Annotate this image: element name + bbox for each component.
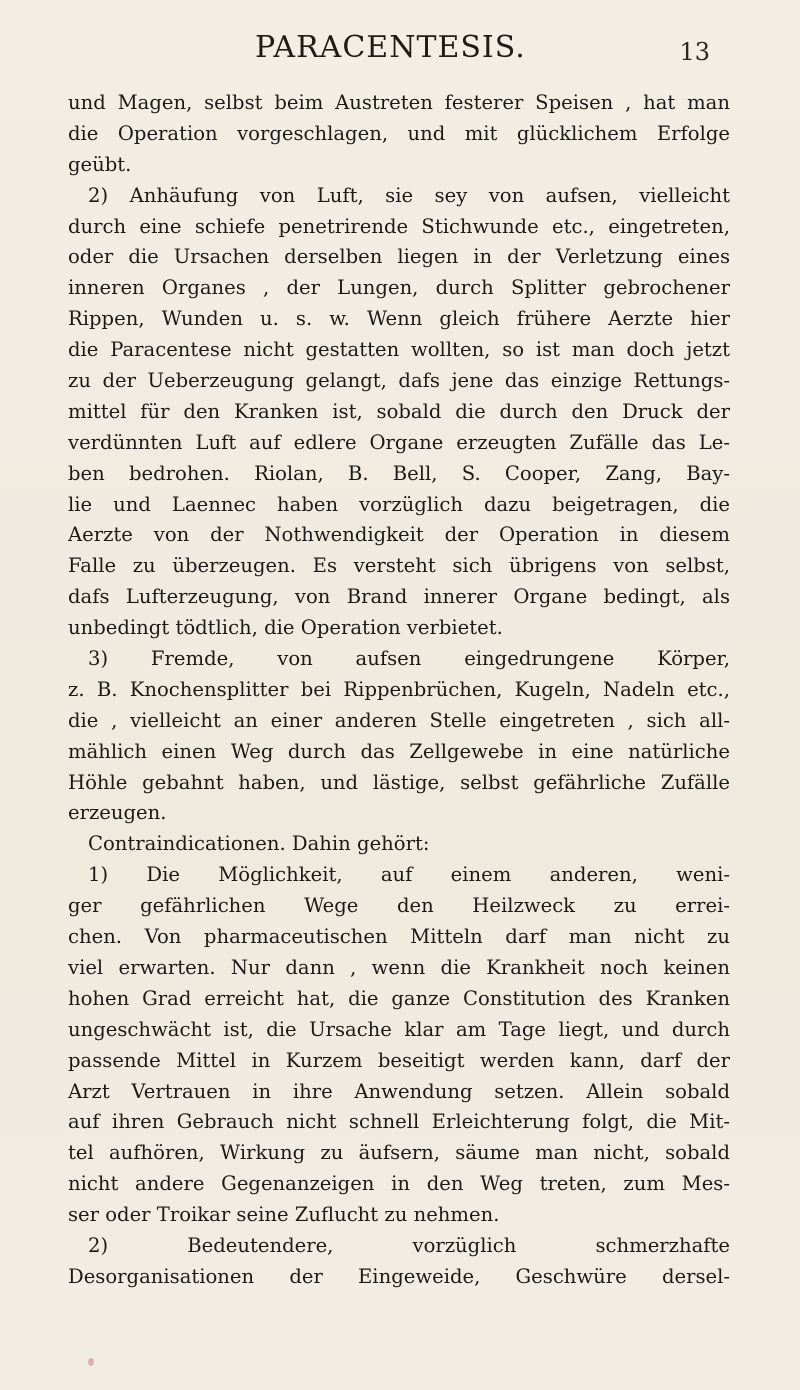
text-line: ger gefährlichen Wege den Heilzweck zu errei- (68, 894, 730, 918)
text-line: und Magen, selbst beim Austreten festerer Speisen , hat man (68, 91, 730, 114)
text-line: Rippen, Wunden u. s. w. Wenn gleich frühere Aerzte hier (68, 307, 730, 331)
text-line: viel erwarten. Nur dann , wenn die Krankheit noch keinen (68, 955, 730, 979)
text-line: die Paracentese nicht gestatten wollten, so ist man doch jetzt (68, 338, 730, 362)
text-line: oder die Ursachen derselben liegen in der Verletzung eines (68, 245, 730, 269)
body-text (68, 88, 730, 1293)
page-number: 13 (679, 38, 710, 66)
text-line: Desorganisationen der Eingeweide, Geschwüre dersel- (68, 1264, 730, 1288)
text-line: lie und Laennec haben vorzüglich dazu beigetragen, die (68, 492, 730, 516)
text-line: auf ihren Gebrauch nicht schnell Erleichterung folgt, die Mit- (68, 1110, 730, 1134)
text-line: nicht andere Gegenanzeigen in den Weg treten, zum Mes- (68, 1172, 730, 1196)
section-heading: Contraindicationen. Dahin gehört: (88, 832, 430, 856)
running-title: PARACENTESIS. (255, 30, 526, 65)
text-line: zu der Ueberzeugung gelangt, dafs jene das einzige Rettungs- (68, 369, 730, 393)
text-line: Falle zu überzeugen. Es versteht sich übrigens von selbst, (68, 554, 730, 578)
text-line: Höhle gebahnt haben, und lästige, selbst gefährliche Zufälle (68, 770, 730, 794)
running-head (0, 30, 800, 70)
text-line: die Operation vorgeschlagen, und mit glücklichem Erfolge (68, 121, 730, 145)
text-line: die , vielleicht an einer anderen Stelle eingetreten , sich all- (68, 708, 730, 732)
text-line: ben bedrohen. Riolan, B. Bell, S. Cooper, Zang, Bay- (68, 461, 730, 485)
text-line: z. B. Knochensplitter bei Rippenbrüchen, Kugeln, Nadeln etc., (68, 677, 730, 701)
text-line: passende Mittel in Kurzem beseitigt werden kann, darf der (68, 1048, 730, 1072)
text-line: 2) Bedeutendere, vorzüglich schmerzhafte (88, 1233, 730, 1257)
text-line: Arzt Vertrauen in ihre Anwendung setzen. Allein sobald (68, 1079, 730, 1103)
text-line: mählich einen Weg durch das Zellgewebe in eine natürliche (68, 739, 730, 763)
text-line: 2) Anhäufung von Luft, sie sey von aufsen, vielleicht (88, 183, 730, 207)
text-line: verdünnten Luft auf edlere Organe erzeugten Zufälle das Le- (68, 430, 730, 454)
text-line: mittel für den Kranken ist, sobald die durch den Druck der (68, 399, 730, 423)
text-line: hohen Grad erreicht hat, die ganze Constitution des Kranken (68, 986, 730, 1010)
text-line: tel aufhören, Wirkung zu äufsern, säume man nicht, sobald (68, 1141, 730, 1165)
text-line: Aerzte von der Nothwendigkeit der Operation in diesem (68, 523, 730, 547)
text-line: dafs Lufterzeugung, von Brand innerer Organe bedingt, als (68, 585, 730, 609)
text-line: chen. Von pharmaceutischen Mitteln darf man nicht zu (68, 925, 730, 949)
text-line: erzeugen. (68, 801, 167, 825)
text-line: durch eine schiefe penetrirende Stichwunde etc., eingetreten, (68, 214, 730, 238)
text-line: inneren Organes , der Lungen, durch Splitter gebrochener (68, 276, 730, 300)
text-line: 1) Die Möglichkeit, auf einem anderen, weni- (88, 863, 730, 887)
text-line: geübt. (68, 152, 132, 176)
text-line: unbedingt tödtlich, die Operation verbietet. (68, 616, 503, 640)
paper-speck (88, 1358, 94, 1366)
text-line: ungeschwächt ist, die Ursache klar am Tage liegt, und durch (68, 1017, 730, 1041)
text-line: 3) Fremde, von aufsen eingedrungene Körper, (88, 647, 730, 671)
text-line: ser oder Troikar seine Zuflucht zu nehmen. (68, 1203, 500, 1227)
